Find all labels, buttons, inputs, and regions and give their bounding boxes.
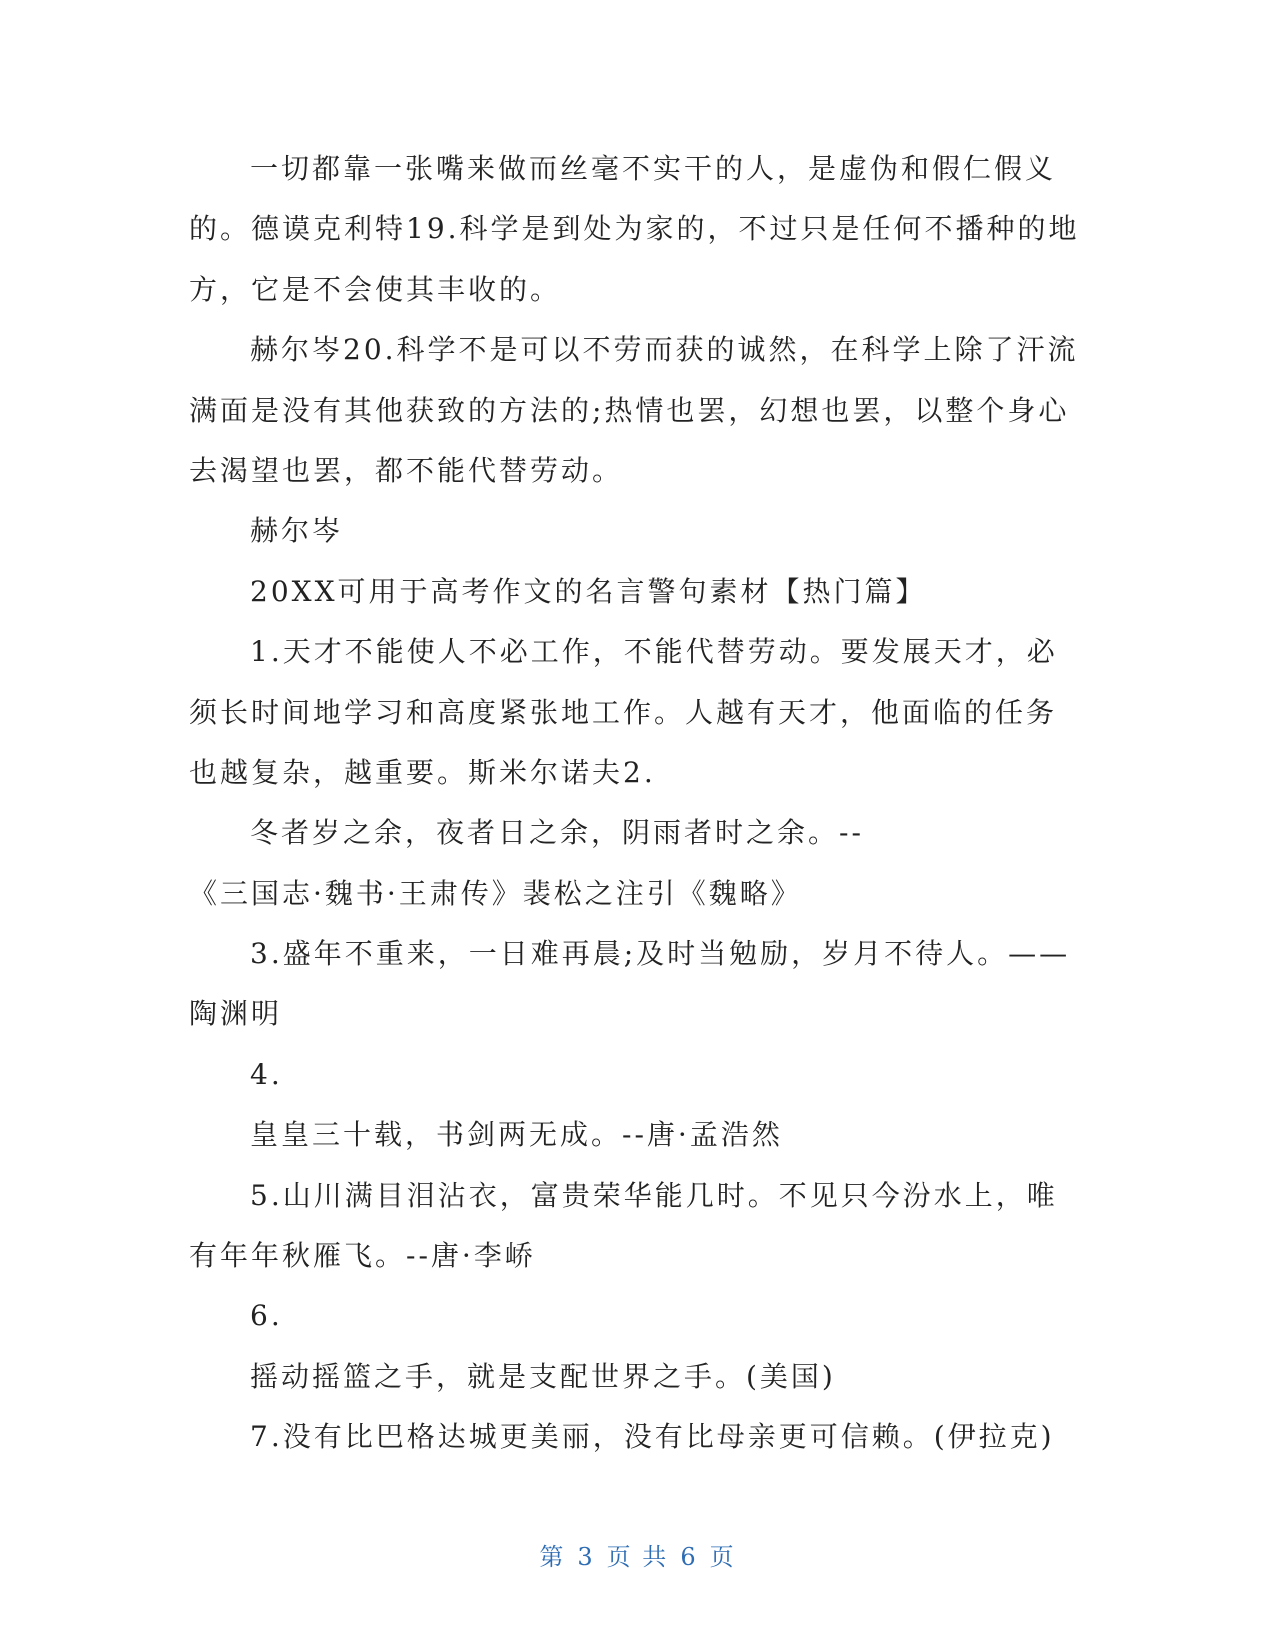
footer-prefix: 第: [539, 1543, 566, 1571]
text-line-9: 1.天才不能使人不必工作，不能代替劳动。要发展天才，必: [250, 635, 1058, 669]
text-line-14: 3.盛年不重来，一日难再晨;及时当勉励，岁月不待人。——: [250, 937, 1071, 971]
text-line-11: 也越复杂，越重要。斯米尔诺夫2.: [189, 755, 656, 789]
text-line-15: 陶渊明: [189, 997, 283, 1031]
text-line-16: 4.: [250, 1057, 283, 1091]
text-line-2: 的。德谟克利特19.科学是到处为家的，不过只是任何不播种的地: [189, 212, 1080, 246]
page-footer: [0, 1537, 1275, 1572]
text-line-17: 皇皇三十载，书剑两无成。--唐·孟浩然: [250, 1118, 783, 1152]
text-line-18: 5.山川满目泪沾衣，富贵荣华能几时。不见只今汾水上，唯: [250, 1178, 1058, 1212]
text-line-4: 赫尔岑20.科学不是可以不劳而获的诚然，在科学上除了汗流: [250, 333, 1079, 367]
section-heading: 20XX可用于高考作文的名言警句素材【热门篇】: [250, 574, 927, 608]
text-line-5: 满面是没有其他获致的方法的;热情也罢，幻想也罢，以整个身心: [189, 393, 1070, 427]
footer-middle: 页 共: [606, 1543, 669, 1571]
document-body: [189, 139, 1079, 1468]
text-line-6: 去渴望也罢，都不能代替劳动。: [189, 453, 624, 487]
text-line-3: 方，它是不会使其丰收的。: [189, 272, 562, 306]
footer-total-pages: 6: [680, 1543, 698, 1571]
footer-suffix: 页: [709, 1543, 736, 1571]
text-line-19: 有年年秋雁飞。--唐·李峤: [189, 1239, 536, 1273]
text-line-22: 7.没有比巴格达城更美丽，没有比母亲更可信赖。(伊拉克): [250, 1420, 1055, 1454]
text-line-10: 须长时间地学习和高度紧张地工作。人越有天才，他面临的任务: [189, 695, 1058, 729]
text-line-1: 一切都靠一张嘴来做而丝毫不实干的人，是虚伪和假仁假义: [250, 152, 1057, 185]
text-line-20: 6.: [250, 1299, 283, 1333]
text-line-21: 摇动摇篮之手，就是支配世界之手。(美国): [250, 1359, 836, 1393]
text-line-12: 冬者岁之余，夜者日之余，阴雨者时之余。--: [250, 816, 864, 850]
text-line-7: 赫尔岑: [250, 514, 344, 548]
text-line-13: 《三国志·魏书·王肃传》裴松之注引《魏略》: [189, 876, 802, 910]
footer-page-number: 3: [577, 1543, 595, 1571]
